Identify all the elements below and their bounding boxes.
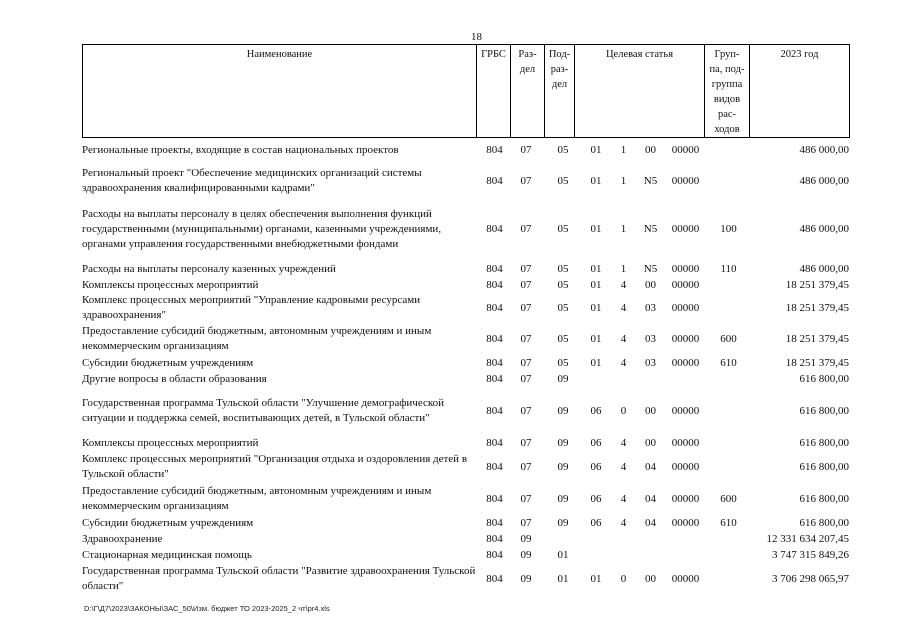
cell-cs2: 4 [620,332,627,345]
cell-name: Предоставление субсидий бюджетным, автономным учреждениям и иным некоммерческим организациям [82,485,432,512]
cell-cs1 [582,547,610,563]
cell-cs2: 4 [620,436,627,449]
cell-name: Региональные проекты, входящие в состав национальных проектов [82,143,399,156]
cell-pr: 09 [557,492,569,505]
cell-cs2: 1 [620,262,627,275]
cell-cs1: 01 [590,332,602,345]
cell-rz: 07 [520,436,532,449]
cell-cs3 [637,531,664,547]
cell-grbs: 804 [486,262,503,275]
cell-pr: 01 [557,572,569,585]
cell-cs4: 00000 [671,356,700,369]
cell-cs2: 1 [620,174,627,187]
cell-sum: 18 251 379,45 [785,278,849,291]
cell-cs2 [610,531,637,547]
table-row [82,451,849,483]
cell-cs2: 0 [620,572,627,585]
cell-pr: 05 [557,332,569,345]
cell-name: Расходы на выплаты персоналу казенных учреждений [82,262,336,275]
cell-pr: 05 [557,301,569,314]
cell-cs3: N5 [643,174,658,187]
cell-cs4: 00000 [671,404,700,417]
header-name: Наименование [83,45,477,138]
cell-cs1: 06 [590,460,602,473]
cell-cs2: 4 [620,516,627,529]
cell-cs2 [610,371,637,387]
cell-sum: 486 000,00 [799,262,849,275]
cell-grbs: 804 [486,332,503,345]
cell-grbs: 804 [486,222,503,235]
cell-pr: 05 [557,143,569,156]
cell-rz: 07 [520,492,532,505]
cell-cs4 [664,531,707,547]
cell-cs3: 04 [645,460,656,473]
cell-name: Государственная программа Тульской области "Улучшение демографической ситуации и поддержка семей, воспитывающих детей, в Тульской области" [82,397,445,424]
table-row [82,293,849,323]
cell-rz: 07 [520,222,532,235]
cell-grbs: 804 [486,143,503,156]
header-target: Целевая статья [575,45,705,138]
cell-cs1: 01 [590,301,602,314]
table-row [82,135,849,165]
cell-rz: 07 [520,262,532,275]
cell-vr: 110 [720,262,737,275]
cell-sum: 616 800,00 [799,404,849,417]
cell-cs3: 00 [645,278,656,291]
cell-rz: 07 [520,516,532,529]
cell-grbs: 804 [486,356,503,369]
cell-cs1 [582,371,610,387]
cell-cs4: 00000 [671,262,700,275]
cell-cs1: 01 [590,262,602,275]
cell-sum: 486 000,00 [799,143,849,156]
cell-name: Комплексы процессных мероприятий [82,436,259,449]
cell-cs3: N5 [643,262,658,275]
table-row [82,435,849,451]
cell-rz: 07 [520,460,532,473]
cell-grbs: 804 [486,492,503,505]
cell-cs1: 01 [590,143,602,156]
cell-cs4: 00000 [671,222,700,235]
table-row [82,547,849,563]
cell-cs4: 00000 [671,174,700,187]
page-number: 18 [471,31,482,43]
cell-cs2: 1 [620,222,627,235]
cell-name: Расходы на выплаты персоналу в целях обеспечения выполнения функций государственными (муниципальными) органами, казенными учреждениями, органами управления государственными внебюджетными фондами [82,207,442,250]
cell-vr: 600 [720,492,737,505]
cell-cs2: 4 [620,460,627,473]
cell-cs3: 03 [645,301,656,314]
cell-sum: 616 800,00 [799,372,849,385]
cell-sum: 18 251 379,45 [785,332,849,345]
cell-grbs: 804 [486,404,503,417]
table-row [82,165,849,197]
cell-vr [707,135,750,165]
cell-cs3: 04 [645,492,656,505]
cell-vr [707,563,750,595]
cell-cs4: 00000 [671,516,700,529]
cell-cs2: 4 [620,301,627,314]
cell-cs4 [664,371,707,387]
cell-cs4: 00000 [671,278,700,291]
cell-cs3 [637,371,664,387]
cell-cs3 [637,547,664,563]
cell-cs3: 00 [645,572,656,585]
table-row [82,277,849,293]
cell-rz: 09 [520,572,532,585]
table-row [82,355,849,371]
cell-grbs: 804 [486,278,503,291]
cell-sum: 486 000,00 [799,174,849,187]
cell-name: Комплекс процессных мероприятий "Организация отдыха и оздоровления детей в Тульской области" [82,453,468,480]
cell-pr: 05 [557,278,569,291]
cell-sum: 12 331 634 207,45 [766,532,849,545]
cell-cs4: 00000 [671,332,700,345]
cell-vr [707,165,750,197]
table-row [82,323,849,355]
cell-name: Другие вопросы в области образования [82,372,267,385]
cell-rz: 07 [520,404,532,417]
header-grbs: ГРБС [477,45,511,138]
cell-pr: 01 [557,548,569,561]
cell-vr [707,277,750,293]
cell-rz: 07 [520,143,532,156]
cell-cs3: 04 [645,516,656,529]
cell-name: Предоставление субсидий бюджетным, автономным учреждениям и иным некоммерческим организациям [82,325,432,352]
cell-vr [707,435,750,451]
budget-table [82,135,849,595]
cell-pr: 05 [557,356,569,369]
cell-cs3: 00 [645,436,656,449]
cell-cs1: 01 [590,278,602,291]
cell-cs3: N5 [643,222,658,235]
cell-cs1: 06 [590,492,602,505]
cell-cs1: 01 [590,222,602,235]
cell-grbs: 804 [486,572,503,585]
cell-rz: 07 [520,372,532,385]
cell-rz: 07 [520,332,532,345]
cell-cs2 [610,547,637,563]
cell-rz: 07 [520,278,532,291]
header-razdel: Раз- дел [511,45,545,138]
cell-cs1: 01 [590,572,602,585]
cell-cs4: 00000 [671,572,700,585]
cell-vr: 610 [720,356,737,369]
cell-cs3: 00 [645,143,656,156]
cell-cs1 [582,531,610,547]
table-row [82,387,849,435]
cell-grbs: 804 [486,174,503,187]
cell-cs4: 00000 [671,492,700,505]
cell-cs4: 00000 [671,460,700,473]
cell-cs2: 1 [620,143,627,156]
cell-cs3: 03 [645,356,656,369]
cell-vr [707,531,750,547]
cell-name: Комплекс процессных мероприятий "Управление кадровыми ресурсами здравоохранения" [82,294,421,321]
header-group: Груп- па, под- группа видов рас- ходов [705,45,750,138]
cell-sum: 486 000,00 [799,222,849,235]
cell-vr [707,451,750,483]
cell-rz: 07 [520,356,532,369]
cell-grbs: 804 [486,516,503,529]
cell-vr: 100 [720,222,737,235]
cell-name: Региональный проект "Обеспечение медицинских организаций системы здравоохранения квалифицированными кадрами" [82,167,422,194]
table-header [82,44,850,138]
cell-pr: 09 [557,516,569,529]
cell-rz: 07 [520,301,532,314]
cell-name: Субсидии бюджетным учреждениям [82,516,254,529]
cell-vr: 610 [720,516,737,529]
cell-pr: 09 [557,460,569,473]
cell-cs4: 00000 [671,436,700,449]
cell-sum: 3 747 315 849,26 [772,548,849,561]
cell-cs4: 00000 [671,143,700,156]
header-podrazdel: Под- раз- дел [545,45,575,138]
cell-cs1: 06 [590,436,602,449]
cell-pr: 05 [557,174,569,187]
cell-pr: 05 [557,222,569,235]
cell-cs2: 0 [620,404,627,417]
cell-vr [707,293,750,323]
cell-rz: 09 [520,532,532,545]
cell-cs3: 00 [645,404,656,417]
cell-name: Здравоохранение [82,532,163,545]
cell-cs4 [664,547,707,563]
cell-sum: 616 800,00 [799,436,849,449]
cell-vr [707,387,750,435]
cell-pr: 09 [557,436,569,449]
cell-cs2: 4 [620,492,627,505]
cell-pr: 09 [557,404,569,417]
table-row [82,197,849,261]
cell-name: Государственная программа Тульской области "Развитие здравоохранения Тульской области" [82,565,476,592]
file-path-footer: D:\Г\Д7\2023\ЗАКОНЫ\ЗАС_50\Изм. бюджет ТО 2023-2025_2 чт\pr4.xls [84,604,330,613]
cell-name: Стационарная медицинская помощь [82,548,252,561]
cell-grbs: 804 [486,460,503,473]
cell-sum: 616 800,00 [799,516,849,529]
cell-cs1: 06 [590,516,602,529]
cell-grbs: 804 [486,436,503,449]
table-row [82,261,849,277]
table-row [82,531,849,547]
cell-sum: 18 251 379,45 [785,301,849,314]
cell-cs3: 03 [645,332,656,345]
cell-pr: 05 [557,262,569,275]
cell-grbs: 804 [486,548,503,561]
table-row [82,563,849,595]
cell-sum: 3 706 298 065,97 [772,572,849,585]
cell-name: Субсидии бюджетным учреждениям [82,356,254,369]
cell-rz: 09 [520,548,532,561]
cell-cs1: 06 [590,404,602,417]
cell-sum: 616 800,00 [799,492,849,505]
cell-cs2: 4 [620,278,627,291]
table-row [82,515,849,531]
cell-cs2: 4 [620,356,627,369]
cell-cs1: 01 [590,174,602,187]
cell-vr: 600 [720,332,737,345]
cell-cs1: 01 [590,356,602,369]
cell-rz: 07 [520,174,532,187]
cell-vr [707,547,750,563]
table-row [82,483,849,515]
cell-name: Комплексы процессных мероприятий [82,278,259,291]
table-row [82,371,849,387]
header-year: 2023 год [750,45,850,138]
cell-vr [707,371,750,387]
cell-sum: 616 800,00 [799,460,849,473]
cell-sum: 18 251 379,45 [785,356,849,369]
cell-pr: 09 [557,372,569,385]
cell-cs4: 00000 [671,301,700,314]
cell-pr [544,531,582,547]
cell-grbs: 804 [486,532,503,545]
cell-grbs: 804 [486,372,503,385]
cell-grbs: 804 [486,301,503,314]
